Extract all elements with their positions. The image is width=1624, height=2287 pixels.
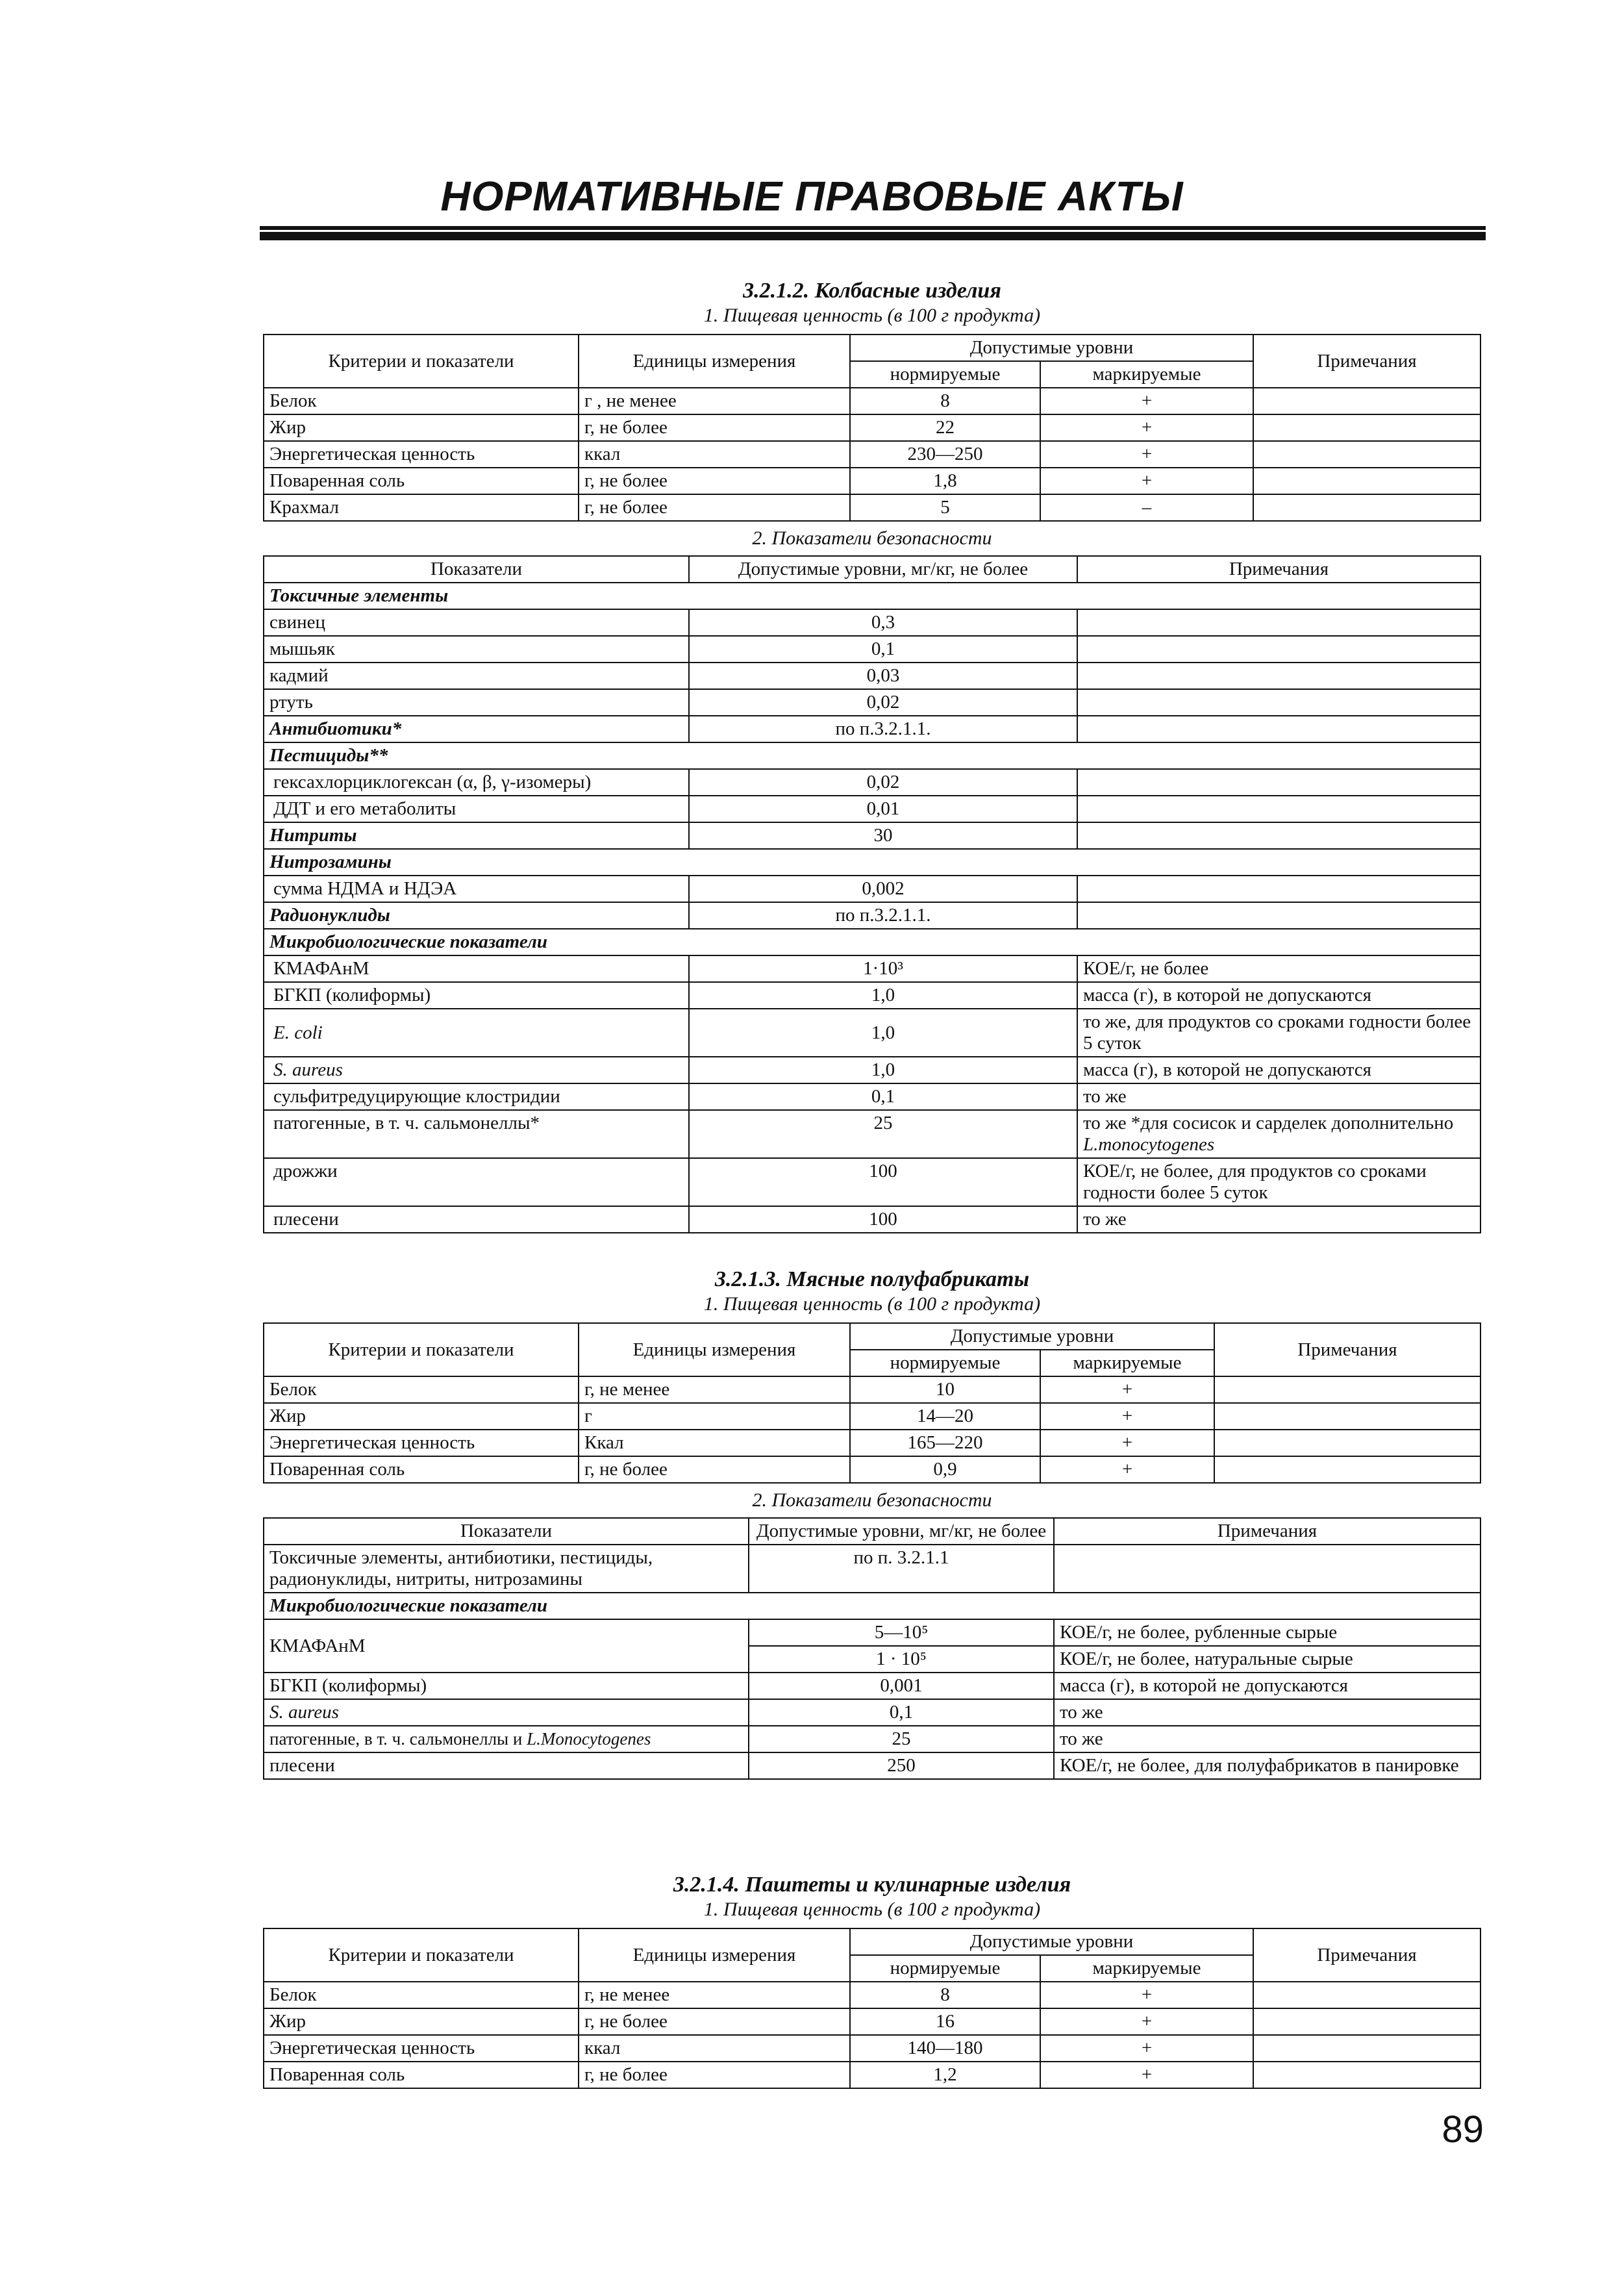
unit: г, не более: [579, 2008, 850, 2035]
group-header: Нитрозамины: [264, 849, 1480, 876]
note: [1253, 494, 1480, 521]
section-pates: [263, 1872, 1481, 2089]
section-sausages: [263, 278, 1481, 1233]
level: 0,1: [749, 1699, 1054, 1726]
level: 0,3: [689, 609, 1077, 636]
header-norm: нормируемые: [850, 1955, 1040, 1982]
norm-value: 230—250: [850, 441, 1040, 468]
indicator: E. coli: [264, 1009, 689, 1057]
norm-value: 8: [850, 1982, 1040, 2008]
criterion: Крахмал: [264, 494, 579, 521]
note: [1214, 1430, 1480, 1456]
mark-value: +: [1040, 2008, 1253, 2035]
table-row: [264, 663, 1480, 689]
header-units: Единицы измерения: [579, 1323, 850, 1376]
norm-value: 5: [850, 494, 1040, 521]
indicator: патогенные, в т. ч. сальмонеллы и L.Monocytogenes: [264, 1726, 749, 1752]
level: 0,1: [689, 1083, 1077, 1110]
nutrition-subtitle: 1. Пищевая ценность (в 100 г продукта): [703, 305, 1041, 326]
table-row: [264, 1009, 1480, 1057]
note: [1253, 388, 1480, 414]
criterion: Поваренная соль: [264, 1456, 579, 1483]
table-row: [264, 1726, 1480, 1752]
note: [1214, 1403, 1480, 1430]
criterion: Энергетическая ценность: [264, 1430, 579, 1456]
header-norm: нормируемые: [850, 361, 1040, 388]
table-row: [264, 1430, 1480, 1456]
table-row: [264, 1673, 1480, 1699]
unit: г, не более: [579, 2062, 850, 2088]
table-row: [264, 982, 1480, 1009]
note: КОЕ/г, не более: [1077, 955, 1480, 982]
indicator: плесени: [264, 1752, 749, 1779]
table-row: [264, 849, 1480, 876]
note: то же *для сосисок и сарделек дополнительно L.monocytogenes: [1077, 1110, 1480, 1158]
unit: г, не более: [579, 1456, 850, 1483]
header-indicators: Показатели: [264, 556, 689, 583]
header-mark: маркируемые: [1040, 1955, 1253, 1982]
table-row: [264, 468, 1480, 494]
indicator: сумма НДМА и НДЭА: [264, 876, 689, 902]
note: [1253, 2035, 1480, 2062]
indicator: S. aureus: [264, 1057, 689, 1083]
unit: г, не более: [579, 494, 850, 521]
unit: г , не менее: [579, 388, 850, 414]
mark-value: –: [1040, 494, 1253, 521]
criterion: Поваренная соль: [264, 468, 579, 494]
unit: г, не более: [579, 414, 850, 441]
note: [1077, 663, 1480, 689]
safety-subtitle: 2. Показатели безопасности: [752, 1489, 992, 1511]
level: 25: [749, 1726, 1054, 1752]
level: 0,002: [689, 876, 1077, 902]
section-title: 3.2.1.3. Мясные полуфабрикаты: [714, 1267, 1030, 1291]
note: [1253, 414, 1480, 441]
norm-value: 8: [850, 388, 1040, 414]
tox-level: по п. 3.2.1.1: [749, 1545, 1054, 1593]
table-row: [264, 2035, 1480, 2062]
level: 25: [689, 1110, 1077, 1158]
table-row: [264, 1403, 1480, 1430]
note: [1077, 822, 1480, 849]
table-row: [264, 955, 1480, 982]
group-header: Токсичные элементы: [264, 583, 1480, 609]
level: 0,1: [689, 636, 1077, 663]
page-number: 89: [1442, 2108, 1484, 2151]
indicator: дрожжи: [264, 1158, 689, 1206]
table-row: [264, 1158, 1480, 1206]
mark-value: +: [1040, 1430, 1214, 1456]
table-row: [264, 1083, 1480, 1110]
indicator: Радионуклиды: [264, 902, 689, 929]
indicator: свинец: [264, 609, 689, 636]
header-notes: Примечания: [1054, 1518, 1480, 1545]
kmafanm-level-1: 5—10⁵: [749, 1619, 1054, 1646]
safety-subtitle: 2. Показатели безопасности: [752, 527, 992, 549]
unit: г: [579, 1403, 850, 1430]
indicator: сульфитредуцирующие клостридии: [264, 1083, 689, 1110]
note: КОЕ/г, не более, для продуктов со сроками годности более 5 суток: [1077, 1158, 1480, 1206]
header-rule: [260, 226, 1486, 240]
mark-value: +: [1040, 1456, 1214, 1483]
indicator: КМАФАнМ: [264, 955, 689, 982]
indicator: Антибиотики*: [264, 716, 689, 742]
header-allowed: Допустимые уровни: [850, 1928, 1253, 1955]
table-row: [264, 583, 1480, 609]
header-mark: маркируемые: [1040, 361, 1253, 388]
norm-value: 1,2: [850, 2062, 1040, 2088]
kmafanm-indicator: КМАФАнМ: [264, 1619, 749, 1673]
table-row: [264, 2008, 1480, 2035]
note: то же: [1054, 1699, 1480, 1726]
note: [1253, 441, 1480, 468]
mark-value: +: [1040, 2035, 1253, 2062]
header-notes: Примечания: [1214, 1323, 1480, 1376]
table-row: [264, 1110, 1480, 1158]
level: 0,02: [689, 689, 1077, 716]
header-criteria: Критерии и показатели: [264, 335, 579, 388]
micro-header: Микробиологические показатели: [264, 1593, 1480, 1619]
criterion: Жир: [264, 414, 579, 441]
level: 0,001: [749, 1673, 1054, 1699]
header-notes: Примечания: [1253, 335, 1480, 388]
criterion: Белок: [264, 1982, 579, 2008]
indicator: плесени: [264, 1206, 689, 1233]
level: 1·10³: [689, 955, 1077, 982]
note: то же: [1054, 1726, 1480, 1752]
mark-value: +: [1040, 1376, 1214, 1403]
level: 250: [749, 1752, 1054, 1779]
unit: г, не более: [579, 468, 850, 494]
criterion: Жир: [264, 2008, 579, 2035]
kmafanm-level-2: 1 · 10⁵: [749, 1646, 1054, 1673]
unit: ккал: [579, 2035, 850, 2062]
level: 100: [689, 1206, 1077, 1233]
criterion: Белок: [264, 388, 579, 414]
unit: ккал: [579, 441, 850, 468]
table-row: [264, 1376, 1480, 1403]
unit: г, не менее: [579, 1376, 850, 1403]
table-row: [264, 414, 1480, 441]
note: [1253, 2062, 1480, 2088]
table-row: [264, 796, 1480, 822]
kmafanm-note-1: КОЕ/г, не более, рубленные сырые: [1054, 1619, 1480, 1646]
tox-indicator: Токсичные элементы, антибиотики, пестициды, радионуклиды, нитриты, нитрозамины: [264, 1545, 749, 1593]
table-row: [264, 441, 1480, 468]
table-row: [264, 822, 1480, 849]
table-row: [264, 689, 1480, 716]
section-title: 3.2.1.4. Паштеты и кулинарные изделия: [673, 1873, 1071, 1897]
table-row: [264, 388, 1480, 414]
note: то же, для продуктов со сроками годности более 5 суток: [1077, 1009, 1480, 1057]
indicator: БГКП (колиформы): [264, 1673, 749, 1699]
group-header: Микробиологические показатели: [264, 929, 1480, 955]
note: [1253, 1982, 1480, 2008]
unit: Ккал: [579, 1430, 850, 1456]
table-row: [264, 1057, 1480, 1083]
unit: г, не менее: [579, 1982, 850, 2008]
indicator: ртуть: [264, 689, 689, 716]
indicator: кадмий: [264, 663, 689, 689]
header-allowed: Допустимые уровни: [850, 335, 1253, 361]
indicator: ДДТ и его метаболиты: [264, 796, 689, 822]
note: [1253, 468, 1480, 494]
norm-value: 10: [850, 1376, 1040, 1403]
safety-table: [263, 555, 1481, 1233]
note: [1077, 796, 1480, 822]
norm-value: 165—220: [850, 1430, 1040, 1456]
criterion: Поваренная соль: [264, 2062, 579, 2088]
table-row: [264, 929, 1480, 955]
level: 1,0: [689, 982, 1077, 1009]
table-row: [264, 1619, 1480, 1646]
table-row: [264, 1456, 1480, 1483]
mark-value: +: [1040, 2062, 1253, 2088]
table-row: [264, 609, 1480, 636]
safety-table: [263, 1517, 1481, 1780]
note: [1214, 1376, 1480, 1403]
note: [1077, 689, 1480, 716]
level: 0,02: [689, 769, 1077, 796]
section-semi-finished: [263, 1267, 1481, 1780]
kmafanm-note-2: КОЕ/г, не более, натуральные сырые: [1054, 1646, 1480, 1673]
norm-value: 16: [850, 2008, 1040, 2035]
note: [1077, 876, 1480, 902]
note: масса (г), в которой не допускаются: [1077, 1057, 1480, 1083]
note: масса (г), в которой не допускаются: [1077, 982, 1480, 1009]
level: 0,03: [689, 663, 1077, 689]
indicator: мышьяк: [264, 636, 689, 663]
indicator: S. aureus: [264, 1699, 749, 1726]
level: 1,0: [689, 1057, 1077, 1083]
mark-value: +: [1040, 1403, 1214, 1430]
tox-note: [1054, 1545, 1480, 1593]
nutrition-subtitle: 1. Пищевая ценность (в 100 г продукта): [703, 1293, 1041, 1315]
note: [1214, 1456, 1480, 1483]
header-notes: Примечания: [1077, 556, 1480, 583]
mark-value: +: [1040, 1982, 1253, 2008]
level: по п.3.2.1.1.: [689, 902, 1077, 929]
mark-value: +: [1040, 468, 1253, 494]
criterion: Энергетическая ценность: [264, 2035, 579, 2062]
group-header: Пестициды**: [264, 742, 1480, 769]
table-row: [264, 876, 1480, 902]
note: КОЕ/г, не более, для полуфабрикатов в панировке: [1054, 1752, 1480, 1779]
header-allowed: Допустимые уровни: [850, 1323, 1214, 1350]
criterion: Энергетическая ценность: [264, 441, 579, 468]
table-row: [264, 1752, 1480, 1779]
table-row: [264, 1545, 1480, 1593]
table-row: [264, 769, 1480, 796]
table-row: [264, 1982, 1480, 2008]
section-title: 3.2.1.2. Колбасные изделия: [743, 279, 1001, 303]
header-criteria: Критерии и показатели: [264, 1323, 579, 1376]
mark-value: +: [1040, 388, 1253, 414]
norm-value: 1,8: [850, 468, 1040, 494]
table-row: [264, 1699, 1480, 1726]
header-norm: нормируемые: [850, 1350, 1040, 1376]
indicator: БГКП (колиформы): [264, 982, 689, 1009]
header-units: Единицы измерения: [579, 1928, 850, 1982]
nutrition-table: [263, 1322, 1481, 1484]
note: то же: [1077, 1083, 1480, 1110]
nutrition-subtitle: 1. Пищевая ценность (в 100 г продукта): [703, 1899, 1041, 1920]
note: масса (г), в которой не допускаются: [1054, 1673, 1480, 1699]
note: [1077, 716, 1480, 742]
level: 30: [689, 822, 1077, 849]
nutrition-table: [263, 1928, 1481, 2089]
page-title: НОРМАТИВНЫЕ ПРАВОВЫЕ АКТЫ: [440, 173, 1184, 220]
table-row: [264, 494, 1480, 521]
level: 1,0: [689, 1009, 1077, 1057]
note: [1077, 769, 1480, 796]
note: [1077, 609, 1480, 636]
criterion: Жир: [264, 1403, 579, 1430]
norm-value: 22: [850, 414, 1040, 441]
note: [1077, 902, 1480, 929]
table-row: [264, 636, 1480, 663]
table-row: [264, 1206, 1480, 1233]
note: [1077, 636, 1480, 663]
nutrition-table: [263, 334, 1481, 522]
norm-value: 140—180: [850, 2035, 1040, 2062]
norm-value: 14—20: [850, 1403, 1040, 1430]
indicator: Нитриты: [264, 822, 689, 849]
norm-value: 0,9: [850, 1456, 1040, 1483]
header-notes: Примечания: [1253, 1928, 1480, 1982]
indicator: патогенные, в т. ч. сальмонеллы*: [264, 1110, 689, 1158]
table-row: [264, 1593, 1480, 1619]
table-row: [264, 2062, 1480, 2088]
mark-value: +: [1040, 441, 1253, 468]
header-levels: Допустимые уровни, мг/кг, не более: [689, 556, 1077, 583]
table-row: [264, 742, 1480, 769]
level: 100: [689, 1158, 1077, 1206]
table-row: [264, 902, 1480, 929]
header-mark: маркируемые: [1040, 1350, 1214, 1376]
level: по п.3.2.1.1.: [689, 716, 1077, 742]
note: то же: [1077, 1206, 1480, 1233]
table-row: [264, 716, 1480, 742]
header-units: Единицы измерения: [579, 335, 850, 388]
level: 0,01: [689, 796, 1077, 822]
header-levels: Допустимые уровни, мг/кг, не более: [749, 1518, 1054, 1545]
header-indicators: Показатели: [264, 1518, 749, 1545]
indicator: гексахлорциклогексан (α, β, γ-изомеры): [264, 769, 689, 796]
note: [1253, 2008, 1480, 2035]
criterion: Белок: [264, 1376, 579, 1403]
header-criteria: Критерии и показатели: [264, 1928, 579, 1982]
mark-value: +: [1040, 414, 1253, 441]
